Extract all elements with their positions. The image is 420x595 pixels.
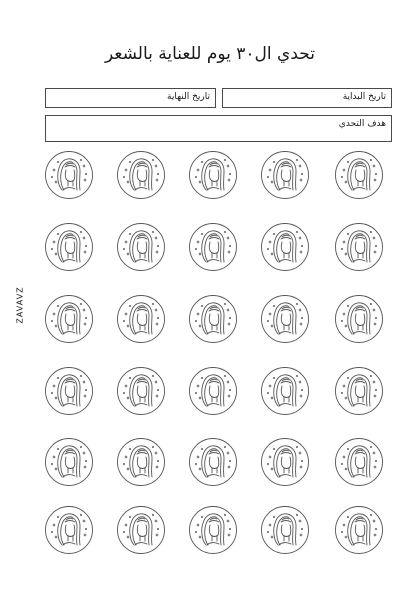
day-tracker-circle[interactable] xyxy=(116,366,166,416)
day-tracker-circle[interactable] xyxy=(260,150,310,200)
day-tracker-circle[interactable] xyxy=(188,150,238,200)
woman-hair-icon xyxy=(188,437,238,487)
woman-hair-icon xyxy=(260,222,310,272)
day-tracker-circle[interactable] xyxy=(334,366,384,416)
woman-hair-icon xyxy=(260,150,310,200)
woman-hair-icon xyxy=(334,505,384,555)
day-tracker-circle[interactable] xyxy=(188,222,238,272)
page-title: تحدي ال٣٠ يوم للعناية بالشعر xyxy=(105,44,315,64)
day-tracker-circle[interactable] xyxy=(260,222,310,272)
start-date-field[interactable] xyxy=(222,88,392,108)
day-tracker-circle[interactable] xyxy=(44,366,94,416)
woman-hair-icon xyxy=(334,222,384,272)
day-tracker-circle[interactable] xyxy=(334,222,384,272)
day-tracker-circle[interactable] xyxy=(334,437,384,487)
day-tracker-circle[interactable] xyxy=(334,150,384,200)
end-date-field[interactable] xyxy=(45,88,216,108)
day-tracker-grid xyxy=(44,150,394,550)
woman-hair-icon xyxy=(334,150,384,200)
day-tracker-circle[interactable] xyxy=(260,366,310,416)
woman-hair-icon xyxy=(116,437,166,487)
woman-hair-icon xyxy=(334,366,384,416)
woman-hair-icon xyxy=(44,294,94,344)
woman-hair-icon xyxy=(188,150,238,200)
brand-watermark xyxy=(11,265,29,345)
woman-hair-icon xyxy=(188,505,238,555)
day-tracker-circle[interactable] xyxy=(334,294,384,344)
challenge-goal-label: هدف التحدي xyxy=(338,119,386,129)
day-tracker-circle[interactable] xyxy=(188,505,238,555)
day-tracker-circle[interactable] xyxy=(44,505,94,555)
day-tracker-circle[interactable] xyxy=(116,222,166,272)
day-tracker-circle[interactable] xyxy=(44,437,94,487)
day-tracker-circle[interactable] xyxy=(334,505,384,555)
woman-hair-icon xyxy=(334,294,384,344)
challenge-goal-field[interactable] xyxy=(45,115,392,142)
end-date-label: تاريخ النهاية xyxy=(167,92,210,102)
woman-hair-icon xyxy=(116,294,166,344)
woman-hair-icon xyxy=(44,437,94,487)
start-date-label: تاريخ البداية xyxy=(342,92,386,102)
day-tracker-circle[interactable] xyxy=(44,222,94,272)
woman-hair-icon xyxy=(188,222,238,272)
woman-hair-icon xyxy=(260,437,310,487)
woman-hair-icon xyxy=(260,294,310,344)
day-tracker-circle[interactable] xyxy=(116,505,166,555)
day-tracker-circle[interactable] xyxy=(116,150,166,200)
woman-hair-icon xyxy=(44,505,94,555)
day-tracker-circle[interactable] xyxy=(188,294,238,344)
woman-hair-icon xyxy=(44,150,94,200)
woman-hair-icon xyxy=(260,505,310,555)
woman-hair-icon xyxy=(116,505,166,555)
brand-text: ZAVAVZ xyxy=(15,286,25,324)
day-tracker-circle[interactable] xyxy=(44,294,94,344)
day-tracker-circle[interactable] xyxy=(116,437,166,487)
day-tracker-circle[interactable] xyxy=(116,294,166,344)
day-tracker-circle[interactable] xyxy=(188,437,238,487)
woman-hair-icon xyxy=(334,437,384,487)
day-tracker-circle[interactable] xyxy=(188,366,238,416)
woman-hair-icon xyxy=(44,366,94,416)
woman-hair-icon xyxy=(116,222,166,272)
woman-hair-icon xyxy=(260,366,310,416)
day-tracker-circle[interactable] xyxy=(44,150,94,200)
woman-hair-icon xyxy=(188,294,238,344)
woman-hair-icon xyxy=(188,366,238,416)
day-tracker-circle[interactable] xyxy=(260,294,310,344)
day-tracker-circle[interactable] xyxy=(260,437,310,487)
woman-hair-icon xyxy=(116,150,166,200)
woman-hair-icon xyxy=(44,222,94,272)
day-tracker-circle[interactable] xyxy=(260,505,310,555)
woman-hair-icon xyxy=(116,366,166,416)
